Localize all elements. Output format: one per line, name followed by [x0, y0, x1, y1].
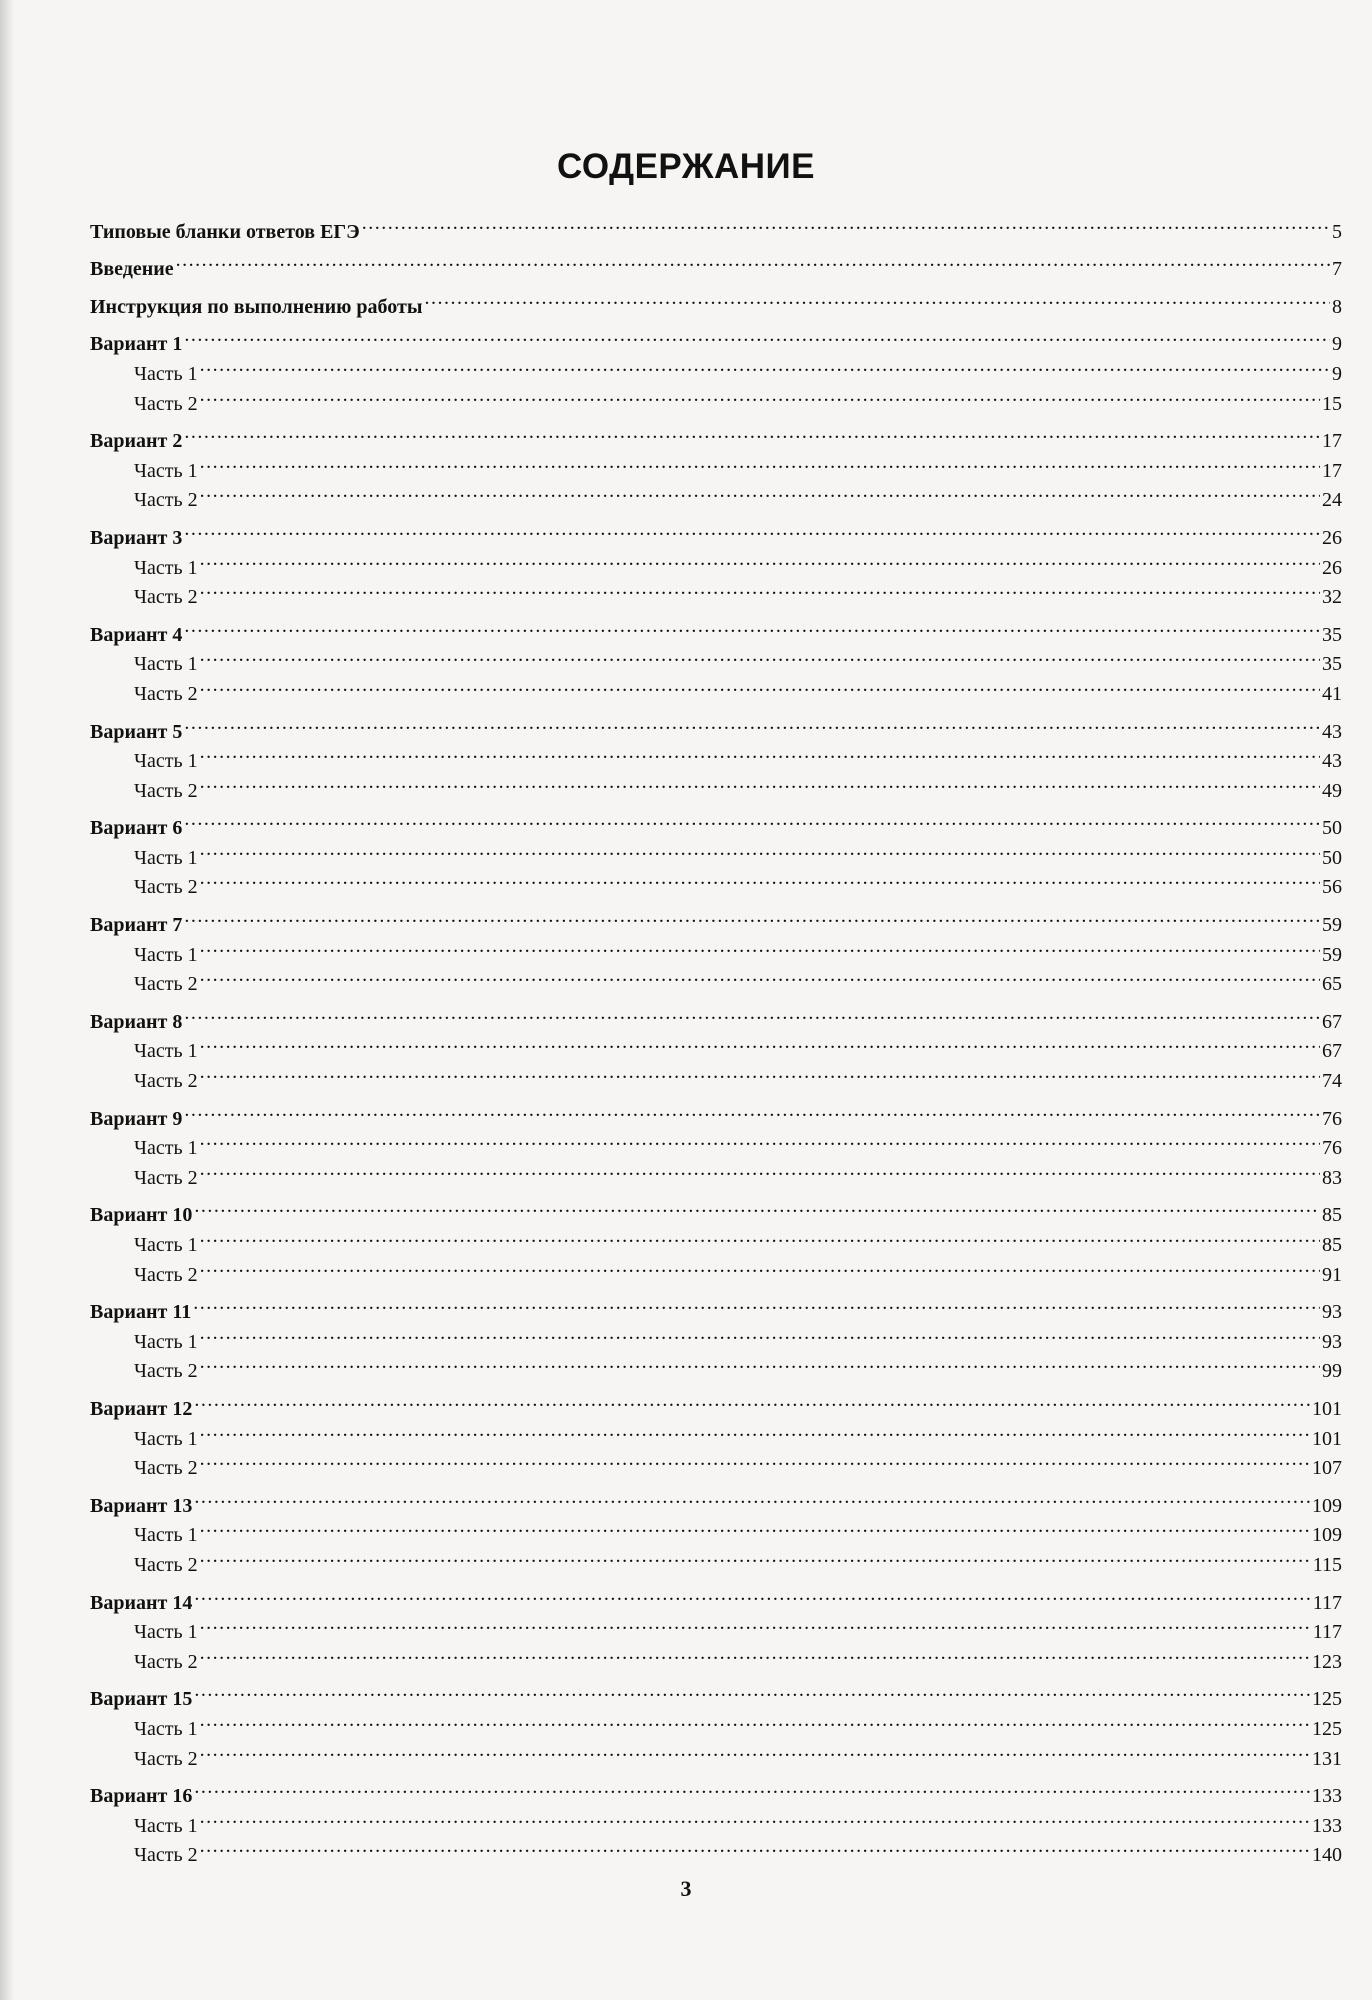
toc-subentry[interactable] [90, 380, 1342, 415]
toc-entry-label: Часть 2 [134, 1263, 198, 1286]
toc-subentry[interactable] [90, 641, 1342, 676]
toc-subentry[interactable] [90, 1638, 1342, 1673]
toc-entry-label: Вариант 9 [90, 1107, 183, 1130]
toc-entry-label: Часть 2 [134, 779, 198, 802]
toc-entry-label: Введение [90, 258, 174, 281]
toc-entry-label: Вариант 12 [90, 1397, 193, 1420]
toc-subentry[interactable] [90, 447, 1342, 482]
toc-entry[interactable] [90, 805, 1342, 840]
toc-entry-page: 17 [1322, 430, 1342, 453]
dot-leader [194, 1385, 1310, 1415]
dot-leader [200, 447, 1320, 477]
toc-entry-page: 85 [1322, 1234, 1342, 1256]
toc-entry-label: Часть 1 [134, 1621, 198, 1644]
toc-subentry[interactable] [90, 1318, 1342, 1353]
toc-entry-label: Вариант 5 [90, 720, 183, 743]
toc-entry-page: 125 [1312, 1717, 1342, 1740]
toc-entry-label: Часть 2 [134, 973, 198, 996]
toc-entry-page: 59 [1322, 914, 1342, 937]
toc-entry-page: 59 [1322, 943, 1342, 966]
toc-subentry[interactable] [90, 1028, 1342, 1063]
toc-subentry[interactable] [90, 1154, 1342, 1189]
dot-leader [184, 514, 1320, 544]
toc-entry-label: Вариант 7 [90, 914, 183, 937]
toc-entry-page: 67 [1322, 1040, 1342, 1063]
toc-entry-label: Часть 1 [134, 653, 198, 676]
toc-entry-label: Вариант 13 [90, 1494, 193, 1517]
toc-entry-page: 99 [1322, 1360, 1342, 1383]
toc-entry-label: Часть 2 [134, 1166, 198, 1189]
dot-leader [200, 350, 1330, 380]
toc-entry-page: 101 [1312, 1397, 1342, 1420]
toc-entry-label: Часть 1 [134, 459, 198, 482]
toc-entry-label: Часть 2 [134, 489, 198, 512]
dot-leader [184, 1095, 1320, 1125]
table-of-contents [90, 208, 1342, 1867]
dot-leader [200, 1221, 1320, 1251]
toc-entry-page: 91 [1322, 1263, 1342, 1286]
dot-leader [200, 1638, 1310, 1668]
toc-entry-page: 9 [1332, 362, 1342, 385]
toc-entry-page: 133 [1312, 1814, 1342, 1837]
dot-leader [184, 805, 1320, 835]
toc-entry-label: Часть 1 [134, 846, 198, 869]
toc-entry-label: Вариант 8 [90, 1010, 183, 1033]
dot-leader [194, 1482, 1310, 1512]
dot-leader [200, 961, 1320, 991]
toc-entry-page: 117 [1312, 1621, 1342, 1644]
dot-leader [200, 1609, 1311, 1639]
toc-entry-page: 24 [1322, 489, 1342, 512]
toc-subentry[interactable] [90, 864, 1342, 899]
dot-leader [184, 321, 1330, 351]
dot-leader [200, 641, 1320, 671]
toc-entry-label: Часть 2 [134, 1747, 198, 1770]
toc-entry[interactable] [90, 208, 1342, 243]
dot-leader [200, 574, 1320, 604]
toc-entry-page: 123 [1312, 1650, 1342, 1673]
toc-entry[interactable] [90, 1385, 1342, 1420]
toc-entry-page: 76 [1322, 1137, 1342, 1160]
dot-leader [184, 708, 1320, 738]
toc-entry[interactable] [90, 246, 1342, 281]
toc-entry[interactable] [90, 418, 1342, 453]
toc-entry-page: 43 [1322, 750, 1342, 773]
toc-entry-page: 26 [1322, 556, 1342, 579]
dot-leader [200, 1541, 1311, 1571]
toc-entry-page: 5 [1332, 220, 1342, 243]
toc-entry-label: Типовые бланки ответов ЕГЭ [90, 220, 360, 243]
dot-leader [200, 738, 1320, 768]
dot-leader [194, 1676, 1310, 1706]
toc-entry-page: 43 [1322, 720, 1342, 743]
toc-subentry[interactable] [90, 1609, 1342, 1644]
toc-entry[interactable] [90, 998, 1342, 1033]
toc-subentry[interactable] [90, 1832, 1342, 1867]
toc-subentry[interactable] [90, 1125, 1342, 1160]
toc-entry-label: Часть 2 [134, 876, 198, 899]
toc-subentry[interactable] [90, 1221, 1342, 1256]
toc-entry-label: Вариант 3 [90, 526, 183, 549]
toc-entry-label: Часть 2 [134, 1360, 198, 1383]
toc-entry-page: 49 [1322, 779, 1342, 802]
toc-entry-page: 140 [1312, 1844, 1342, 1867]
toc-entry-label: Часть 1 [134, 556, 198, 579]
toc-entry-page: 133 [1312, 1785, 1342, 1808]
toc-entry-page: 109 [1312, 1524, 1342, 1547]
toc-entry-label: Вариант 4 [90, 623, 183, 646]
toc-entry-label: Инструкция по выполнению работы [90, 295, 423, 318]
toc-entry-label: Вариант 16 [90, 1785, 193, 1808]
toc-entry-page: 109 [1312, 1494, 1342, 1517]
dot-leader [200, 544, 1320, 574]
toc-subentry[interactable] [90, 1512, 1342, 1547]
dot-leader [200, 1802, 1310, 1832]
dot-leader [193, 1289, 1320, 1319]
toc-entry[interactable] [90, 1579, 1342, 1614]
toc-subentry[interactable] [90, 767, 1342, 802]
dot-leader [200, 1028, 1320, 1058]
toc-entry-label: Часть 2 [134, 682, 198, 705]
toc-entry-page: 67 [1322, 1010, 1342, 1033]
toc-subentry[interactable] [90, 574, 1342, 609]
dot-leader [200, 1251, 1320, 1281]
toc-entry-page: 35 [1322, 623, 1342, 646]
toc-subentry[interactable] [90, 1251, 1342, 1286]
toc-entry-label: Часть 2 [134, 1553, 198, 1576]
toc-entry[interactable] [90, 514, 1342, 549]
dot-leader [200, 1154, 1320, 1184]
toc-subentry[interactable] [90, 1348, 1342, 1383]
toc-entry-page: 117 [1312, 1591, 1342, 1614]
toc-entry-label: Вариант 10 [90, 1204, 193, 1227]
toc-entry[interactable] [90, 1289, 1342, 1324]
dot-leader [424, 283, 1330, 313]
dot-leader [194, 1579, 1310, 1609]
toc-entry-label: Часть 1 [134, 1524, 198, 1547]
toc-entry-label: Часть 1 [134, 1427, 198, 1450]
dot-leader [184, 418, 1320, 448]
toc-entry-page: 83 [1322, 1166, 1342, 1189]
dot-leader [184, 901, 1320, 931]
toc-entry-label: Часть 1 [134, 1717, 198, 1740]
toc-entry-page: 50 [1322, 817, 1342, 840]
toc-entry-page: 101 [1312, 1427, 1342, 1450]
toc-entry-label: Часть 2 [134, 392, 198, 415]
toc-entry-page: 26 [1322, 526, 1342, 549]
toc-subentry[interactable] [90, 1802, 1342, 1837]
toc-entry[interactable] [90, 611, 1342, 646]
toc-entry-page: 85 [1322, 1204, 1342, 1227]
toc-subentry[interactable] [90, 931, 1342, 966]
dot-leader [200, 834, 1320, 864]
toc-entry[interactable] [90, 283, 1342, 318]
toc-entry-label: Часть 1 [134, 1040, 198, 1063]
dot-leader [200, 1415, 1310, 1445]
toc-entry-page: 93 [1322, 1301, 1342, 1324]
dot-leader [194, 1773, 1310, 1803]
dot-leader [200, 1512, 1310, 1542]
toc-entry[interactable] [90, 1773, 1342, 1808]
toc-subentry[interactable] [90, 544, 1342, 579]
toc-entry-label: Часть 2 [134, 1844, 198, 1867]
dot-leader [200, 1832, 1310, 1862]
dot-leader [200, 380, 1320, 410]
dot-leader [200, 1125, 1320, 1155]
toc-entry-page: 17 [1322, 459, 1342, 482]
toc-entry-label: Часть 2 [134, 586, 198, 609]
dot-leader [194, 1192, 1320, 1222]
toc-entry[interactable] [90, 1482, 1342, 1517]
toc-subentry[interactable] [90, 670, 1342, 705]
toc-subentry[interactable] [90, 1705, 1342, 1740]
toc-entry-page: 9 [1332, 333, 1342, 356]
toc-entry[interactable] [90, 1095, 1342, 1130]
toc-subentry[interactable] [90, 1445, 1342, 1480]
toc-entry-label: Часть 1 [134, 1814, 198, 1837]
toc-entry[interactable] [90, 1192, 1342, 1227]
toc-entry-page: 35 [1322, 653, 1342, 676]
dot-leader [200, 864, 1320, 894]
toc-subentry[interactable] [90, 1541, 1342, 1576]
dot-leader [200, 1445, 1310, 1475]
scan-edge-shadow [0, 0, 14, 2000]
toc-entry-page: 76 [1322, 1107, 1342, 1130]
toc-entry[interactable] [90, 321, 1342, 356]
toc-entry-label: Вариант 2 [90, 430, 183, 453]
toc-entry-page: 131 [1312, 1747, 1342, 1770]
toc-entry-label: Часть 1 [134, 943, 198, 966]
toc-entry-page: 56 [1322, 876, 1342, 899]
toc-entry-page: 125 [1312, 1688, 1342, 1711]
toc-entry[interactable] [90, 1676, 1342, 1711]
toc-entry[interactable] [90, 708, 1342, 743]
toc-entry-label: Часть 2 [134, 1457, 198, 1480]
toc-entry-label: Часть 1 [134, 750, 198, 773]
dot-leader [200, 1735, 1310, 1765]
toc-entry[interactable] [90, 901, 1342, 937]
toc-entry-page: 115 [1312, 1553, 1342, 1576]
toc-subentry[interactable] [90, 1057, 1342, 1093]
toc-subentry[interactable] [90, 477, 1342, 512]
toc-subentry[interactable] [90, 834, 1342, 869]
dot-leader [200, 1348, 1320, 1378]
toc-entry-label: Часть 1 [134, 362, 198, 385]
dot-leader [362, 208, 1330, 238]
toc-entry-label: Вариант 15 [90, 1688, 193, 1711]
toc-entry-label: Вариант 6 [90, 817, 183, 840]
page-number: 3 [680, 1876, 692, 1901]
dot-leader [184, 611, 1320, 641]
dot-leader [184, 998, 1320, 1028]
toc-entry-label: Часть 1 [134, 1137, 198, 1160]
dot-leader [200, 767, 1320, 797]
toc-entry-page: 107 [1312, 1457, 1342, 1480]
toc-entry-page: 74 [1322, 1070, 1342, 1093]
toc-entry-page: 32 [1322, 586, 1342, 609]
dot-leader [200, 931, 1320, 961]
toc-subentry[interactable] [90, 1415, 1342, 1450]
toc-entry-page: 65 [1322, 973, 1342, 996]
toc-subentry[interactable] [90, 961, 1342, 996]
page-title: СОДЕРЖАНИЕ [556, 147, 815, 187]
toc-subentry[interactable] [90, 350, 1342, 385]
toc-entry-page: 15 [1322, 392, 1342, 415]
dot-leader [200, 477, 1320, 507]
toc-entry-label: Вариант 11 [90, 1301, 192, 1324]
toc-entry-page: 93 [1322, 1330, 1342, 1353]
toc-entry-page: 8 [1332, 295, 1342, 318]
dot-leader [200, 1057, 1320, 1087]
toc-entry-label: Часть 1 [134, 1330, 198, 1353]
toc-entry-page: 7 [1332, 258, 1342, 281]
dot-leader [176, 246, 1330, 276]
toc-subentry[interactable] [90, 1735, 1342, 1770]
toc-subentry[interactable] [90, 738, 1342, 773]
dot-leader [200, 670, 1320, 700]
toc-entry-page: 41 [1322, 682, 1342, 705]
toc-entry-label: Часть 2 [134, 1650, 198, 1673]
toc-entry-label: Вариант 14 [90, 1591, 193, 1614]
dot-leader [200, 1705, 1310, 1735]
toc-entry-label: Вариант 1 [90, 333, 183, 356]
toc-entry-page: 50 [1322, 846, 1342, 869]
dot-leader [200, 1318, 1320, 1348]
toc-entry-label: Часть 1 [134, 1234, 198, 1256]
toc-entry-label: Часть 2 [134, 1070, 198, 1093]
